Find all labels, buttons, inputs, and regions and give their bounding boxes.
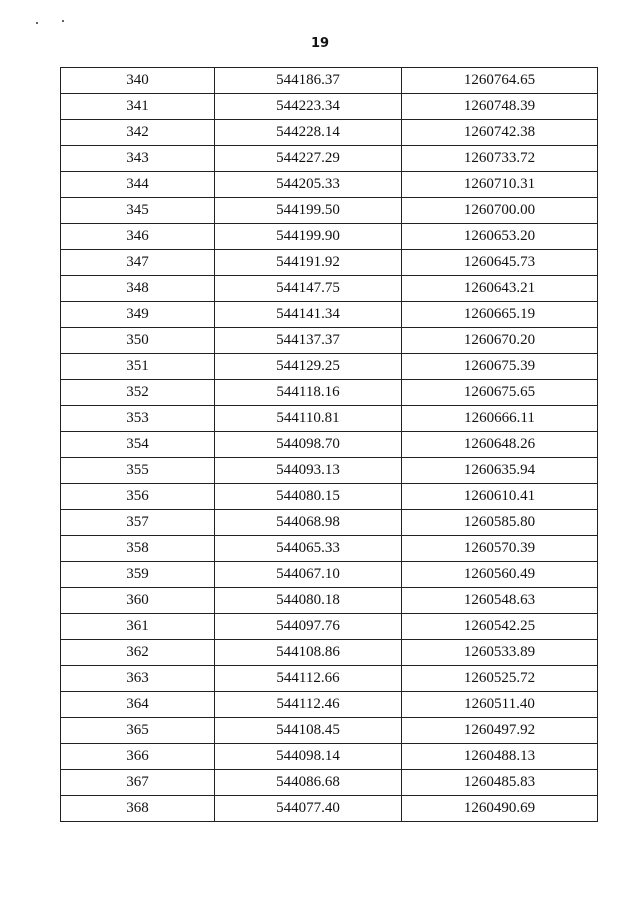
x-coordinate-cell: 544147.75 bbox=[215, 276, 402, 302]
table-row bbox=[61, 224, 598, 250]
y-coordinate-cell: 1260733.72 bbox=[402, 146, 598, 172]
point-number-cell: 357 bbox=[61, 510, 215, 536]
table-row bbox=[61, 172, 598, 198]
y-coordinate-cell: 1260525.72 bbox=[402, 666, 598, 692]
x-coordinate-cell: 544065.33 bbox=[215, 536, 402, 562]
x-coordinate-cell: 544086.68 bbox=[215, 770, 402, 796]
y-coordinate-cell: 1260665.19 bbox=[402, 302, 598, 328]
y-coordinate-cell: 1260485.83 bbox=[402, 770, 598, 796]
table-row bbox=[61, 510, 598, 536]
table-row bbox=[61, 614, 598, 640]
y-coordinate-cell: 1260635.94 bbox=[402, 458, 598, 484]
scan-speck bbox=[36, 22, 38, 24]
x-coordinate-cell: 544186.37 bbox=[215, 68, 402, 94]
table-row bbox=[61, 692, 598, 718]
point-number-cell: 354 bbox=[61, 432, 215, 458]
point-number-cell: 367 bbox=[61, 770, 215, 796]
table-row bbox=[61, 406, 598, 432]
y-coordinate-cell: 1260560.49 bbox=[402, 562, 598, 588]
y-coordinate-cell: 1260585.80 bbox=[402, 510, 598, 536]
y-coordinate-cell: 1260533.89 bbox=[402, 640, 598, 666]
table-row bbox=[61, 68, 598, 94]
point-number-cell: 340 bbox=[61, 68, 215, 94]
table-row bbox=[61, 562, 598, 588]
y-coordinate-cell: 1260570.39 bbox=[402, 536, 598, 562]
x-coordinate-cell: 544098.70 bbox=[215, 432, 402, 458]
x-coordinate-cell: 544129.25 bbox=[215, 354, 402, 380]
y-coordinate-cell: 1260675.39 bbox=[402, 354, 598, 380]
table-row bbox=[61, 796, 598, 822]
point-number-cell: 358 bbox=[61, 536, 215, 562]
x-coordinate-cell: 544191.92 bbox=[215, 250, 402, 276]
x-coordinate-cell: 544077.40 bbox=[215, 796, 402, 822]
y-coordinate-cell: 1260511.40 bbox=[402, 692, 598, 718]
table-row bbox=[61, 458, 598, 484]
y-coordinate-cell: 1260648.26 bbox=[402, 432, 598, 458]
point-number-cell: 346 bbox=[61, 224, 215, 250]
point-number-cell: 343 bbox=[61, 146, 215, 172]
point-number-cell: 348 bbox=[61, 276, 215, 302]
point-number-cell: 365 bbox=[61, 718, 215, 744]
x-coordinate-cell: 544205.33 bbox=[215, 172, 402, 198]
x-coordinate-cell: 544112.46 bbox=[215, 692, 402, 718]
table-row bbox=[61, 588, 598, 614]
y-coordinate-cell: 1260548.63 bbox=[402, 588, 598, 614]
y-coordinate-cell: 1260490.69 bbox=[402, 796, 598, 822]
x-coordinate-cell: 544223.34 bbox=[215, 94, 402, 120]
x-coordinate-cell: 544118.16 bbox=[215, 380, 402, 406]
x-coordinate-cell: 544227.29 bbox=[215, 146, 402, 172]
table-row bbox=[61, 744, 598, 770]
y-coordinate-cell: 1260748.39 bbox=[402, 94, 598, 120]
x-coordinate-cell: 544112.66 bbox=[215, 666, 402, 692]
table-row bbox=[61, 276, 598, 302]
x-coordinate-cell: 544080.18 bbox=[215, 588, 402, 614]
point-number-cell: 347 bbox=[61, 250, 215, 276]
point-number-cell: 342 bbox=[61, 120, 215, 146]
y-coordinate-cell: 1260610.41 bbox=[402, 484, 598, 510]
x-coordinate-cell: 544108.45 bbox=[215, 718, 402, 744]
point-number-cell: 351 bbox=[61, 354, 215, 380]
table-row bbox=[61, 354, 598, 380]
x-coordinate-cell: 544108.86 bbox=[215, 640, 402, 666]
point-number-cell: 361 bbox=[61, 614, 215, 640]
table-row bbox=[61, 94, 598, 120]
y-coordinate-cell: 1260764.65 bbox=[402, 68, 598, 94]
table-row bbox=[61, 250, 598, 276]
point-number-cell: 355 bbox=[61, 458, 215, 484]
y-coordinate-cell: 1260497.92 bbox=[402, 718, 598, 744]
x-coordinate-cell: 544228.14 bbox=[215, 120, 402, 146]
x-coordinate-cell: 544093.13 bbox=[215, 458, 402, 484]
table-row bbox=[61, 120, 598, 146]
point-number-cell: 353 bbox=[61, 406, 215, 432]
x-coordinate-cell: 544199.50 bbox=[215, 198, 402, 224]
table-row bbox=[61, 302, 598, 328]
table-row bbox=[61, 536, 598, 562]
point-number-cell: 364 bbox=[61, 692, 215, 718]
y-coordinate-cell: 1260653.20 bbox=[402, 224, 598, 250]
table-row bbox=[61, 146, 598, 172]
table-row bbox=[61, 718, 598, 744]
x-coordinate-cell: 544080.15 bbox=[215, 484, 402, 510]
point-number-cell: 349 bbox=[61, 302, 215, 328]
y-coordinate-cell: 1260643.21 bbox=[402, 276, 598, 302]
point-number-cell: 341 bbox=[61, 94, 215, 120]
table-row bbox=[61, 328, 598, 354]
point-number-cell: 345 bbox=[61, 198, 215, 224]
point-number-cell: 362 bbox=[61, 640, 215, 666]
coordinate-table-body bbox=[61, 68, 598, 822]
point-number-cell: 344 bbox=[61, 172, 215, 198]
y-coordinate-cell: 1260670.20 bbox=[402, 328, 598, 354]
y-coordinate-cell: 1260542.25 bbox=[402, 614, 598, 640]
table-row bbox=[61, 484, 598, 510]
y-coordinate-cell: 1260675.65 bbox=[402, 380, 598, 406]
x-coordinate-cell: 544097.76 bbox=[215, 614, 402, 640]
x-coordinate-cell: 544141.34 bbox=[215, 302, 402, 328]
y-coordinate-cell: 1260488.13 bbox=[402, 744, 598, 770]
point-number-cell: 368 bbox=[61, 796, 215, 822]
y-coordinate-cell: 1260645.73 bbox=[402, 250, 598, 276]
scan-speck bbox=[62, 20, 64, 22]
point-number-cell: 366 bbox=[61, 744, 215, 770]
page-number: 19 bbox=[310, 36, 330, 51]
point-number-cell: 359 bbox=[61, 562, 215, 588]
coordinate-table bbox=[60, 67, 598, 822]
x-coordinate-cell: 544199.90 bbox=[215, 224, 402, 250]
table-row bbox=[61, 640, 598, 666]
point-number-cell: 352 bbox=[61, 380, 215, 406]
x-coordinate-cell: 544068.98 bbox=[215, 510, 402, 536]
point-number-cell: 356 bbox=[61, 484, 215, 510]
point-number-cell: 360 bbox=[61, 588, 215, 614]
table-row bbox=[61, 380, 598, 406]
y-coordinate-cell: 1260700.00 bbox=[402, 198, 598, 224]
table-row bbox=[61, 666, 598, 692]
x-coordinate-cell: 544067.10 bbox=[215, 562, 402, 588]
point-number-cell: 363 bbox=[61, 666, 215, 692]
x-coordinate-cell: 544110.81 bbox=[215, 406, 402, 432]
table-row bbox=[61, 770, 598, 796]
y-coordinate-cell: 1260666.11 bbox=[402, 406, 598, 432]
x-coordinate-cell: 544137.37 bbox=[215, 328, 402, 354]
x-coordinate-cell: 544098.14 bbox=[215, 744, 402, 770]
point-number-cell: 350 bbox=[61, 328, 215, 354]
y-coordinate-cell: 1260742.38 bbox=[402, 120, 598, 146]
y-coordinate-cell: 1260710.31 bbox=[402, 172, 598, 198]
table-row bbox=[61, 432, 598, 458]
table-row bbox=[61, 198, 598, 224]
